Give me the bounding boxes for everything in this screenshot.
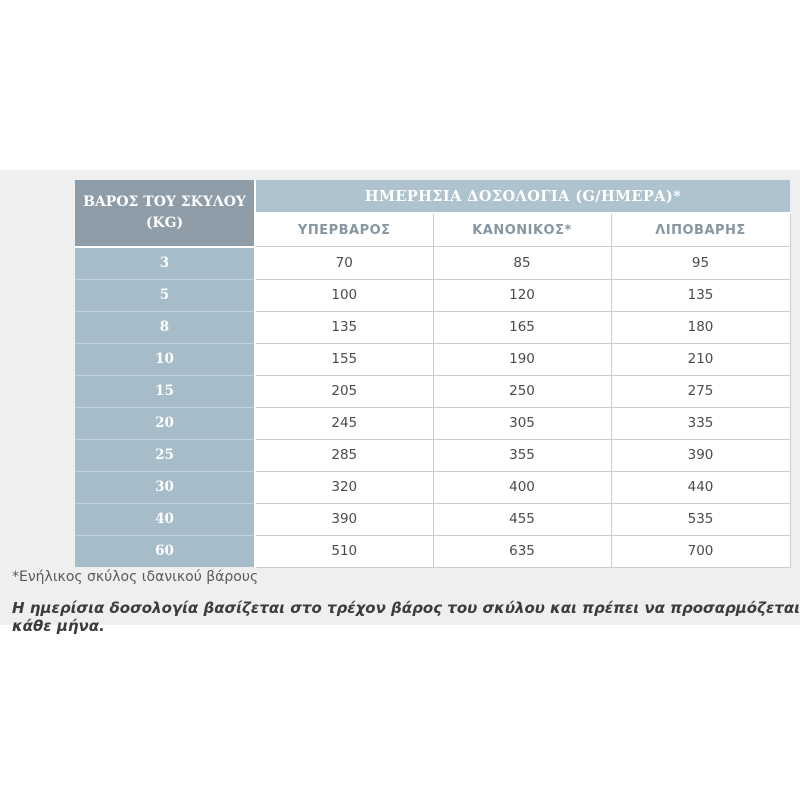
normal-cell: 165 bbox=[433, 311, 611, 343]
table-row bbox=[75, 247, 790, 280]
table-row bbox=[75, 279, 790, 311]
normal-cell: 85 bbox=[433, 247, 611, 280]
table-row bbox=[75, 503, 790, 535]
overweight-cell: 510 bbox=[255, 535, 433, 567]
column-header-overweight: ΥΠΕΡΒΑΡΟΣ bbox=[255, 213, 433, 247]
weight-column-header bbox=[75, 180, 255, 247]
overweight-cell: 205 bbox=[255, 375, 433, 407]
overweight-cell: 155 bbox=[255, 343, 433, 375]
weight-cell: 20 bbox=[75, 407, 255, 439]
underweight-cell: 180 bbox=[611, 311, 790, 343]
normal-cell: 400 bbox=[433, 471, 611, 503]
normal-cell: 250 bbox=[433, 375, 611, 407]
normal-cell: 455 bbox=[433, 503, 611, 535]
weight-cell: 60 bbox=[75, 535, 255, 567]
weight-column-header-line2: (KG) bbox=[145, 214, 184, 231]
weight-column-header-line1: ΒΑΡΟΣ ΤΟΥ ΣΚΥΛΟΥ bbox=[83, 194, 246, 211]
footnote-dosage-adjustment: Η ημερίσια δοσολογία βασίζεται στο τρέχον βάρος του σκύλου και πρέπει να προσαρμόζεται κάθε μήνα. bbox=[12, 599, 800, 635]
table-row bbox=[75, 471, 790, 503]
underweight-cell: 135 bbox=[611, 279, 790, 311]
overweight-cell: 70 bbox=[255, 247, 433, 280]
table-row bbox=[75, 407, 790, 439]
column-header-underweight: ΛΙΠΟΒΑΡΗΣ bbox=[611, 213, 790, 247]
main-header-row bbox=[75, 180, 790, 213]
table-row bbox=[75, 343, 790, 375]
weight-cell: 3 bbox=[75, 247, 255, 280]
table-row bbox=[75, 311, 790, 343]
overweight-cell: 245 bbox=[255, 407, 433, 439]
table-row bbox=[75, 375, 790, 407]
normal-cell: 190 bbox=[433, 343, 611, 375]
underweight-cell: 390 bbox=[611, 439, 790, 471]
underweight-cell: 335 bbox=[611, 407, 790, 439]
underweight-cell: 275 bbox=[611, 375, 790, 407]
overweight-cell: 100 bbox=[255, 279, 433, 311]
weight-cell: 10 bbox=[75, 343, 255, 375]
normal-cell: 355 bbox=[433, 439, 611, 471]
weight-cell: 30 bbox=[75, 471, 255, 503]
weight-cell: 15 bbox=[75, 375, 255, 407]
overweight-cell: 390 bbox=[255, 503, 433, 535]
dosage-table bbox=[75, 180, 791, 568]
underweight-cell: 210 bbox=[611, 343, 790, 375]
normal-cell: 120 bbox=[433, 279, 611, 311]
daily-dosage-header: ΗΜΕΡΗΣΙΑ ΔΟΣΟΛΟΓΙΑ (G/ΗΜΕΡΑ)* bbox=[255, 180, 790, 213]
underweight-cell: 700 bbox=[611, 535, 790, 567]
column-header-normal: ΚΑΝΟΝΙΚΟΣ* bbox=[433, 213, 611, 247]
underweight-cell: 440 bbox=[611, 471, 790, 503]
normal-cell: 635 bbox=[433, 535, 611, 567]
overweight-cell: 135 bbox=[255, 311, 433, 343]
table-row bbox=[75, 439, 790, 471]
normal-cell: 305 bbox=[433, 407, 611, 439]
weight-cell: 25 bbox=[75, 439, 255, 471]
overweight-cell: 320 bbox=[255, 471, 433, 503]
table-row bbox=[75, 535, 790, 567]
dosage-table-container bbox=[75, 180, 790, 568]
weight-cell: 8 bbox=[75, 311, 255, 343]
underweight-cell: 535 bbox=[611, 503, 790, 535]
weight-cell: 40 bbox=[75, 503, 255, 535]
footnote-ideal-weight: *Ενήλικος σκύλος ιδανικού βάρους bbox=[12, 569, 259, 585]
weight-cell: 5 bbox=[75, 279, 255, 311]
underweight-cell: 95 bbox=[611, 247, 790, 280]
overweight-cell: 285 bbox=[255, 439, 433, 471]
